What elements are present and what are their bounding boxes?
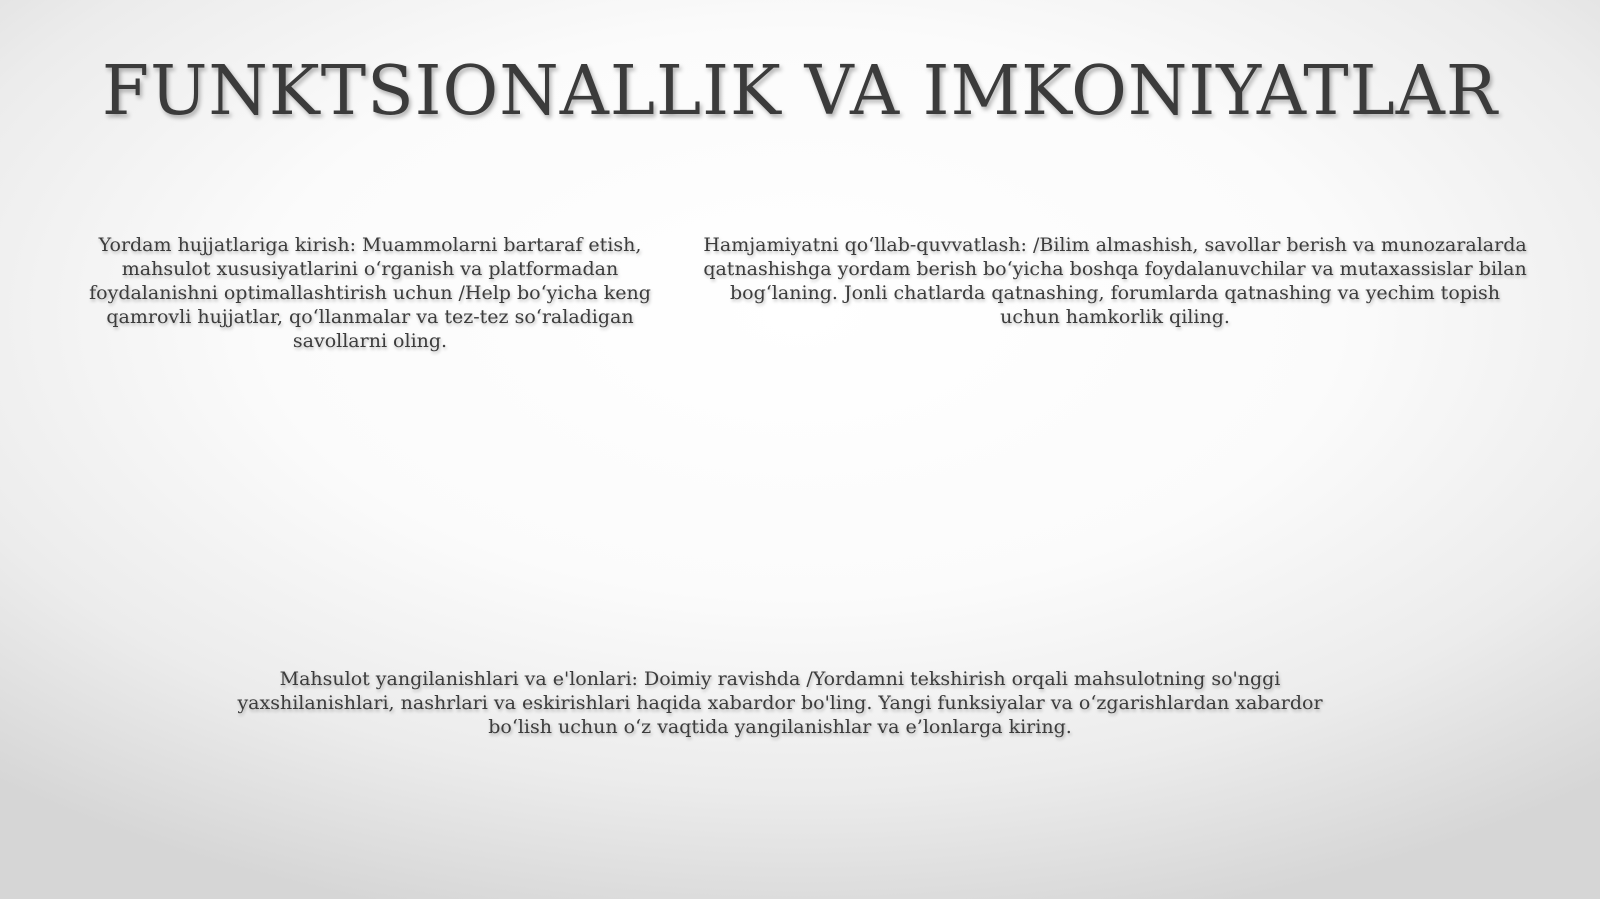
text-block-help-docs: Yordam hujjatlariga kirish: Muammolarni bartaraf etish, mahsulot xususiyatlarini o‘rganish va platformadan foydalanishni optimallashtirish uchun /Help bo‘yicha keng qamrovli hujjatlar, qo‘llanmalar va tez-tez so‘raladigan savollarni oling. — [89, 234, 651, 352]
text-block-community-support: Hamjamiyatni qo‘llab-quvvatlash: /Bilim almashish, savollar berish va munozaralarda qatnashishga yordam berish bo‘yicha boshqa foydalanuvchilar va mutaxassislar bilan bog‘laning. Jonli chatlarda qatnashing, forumlarda qatnashing va yechim topish uchun hamkorlik qiling. — [703, 234, 1527, 328]
text-block-product-updates: Mahsulot yangilanishlari va e'lonlari: Doimiy ravishda /Yordamni tekshirish orqali mahsulotning so'nggi yaxshilanishlari, nashrlari va eskirishlari haqida xabardor bo'ling. Yangi funksiyalar va o‘zgarishlardan xabardor bo‘lish uchun o‘z vaqtida yangilanishlar va e’lonlarga kiring. — [237, 668, 1323, 738]
slide-title: FUNKTSIONALLIK VA IMKONIYATLAR — [101, 52, 1499, 131]
